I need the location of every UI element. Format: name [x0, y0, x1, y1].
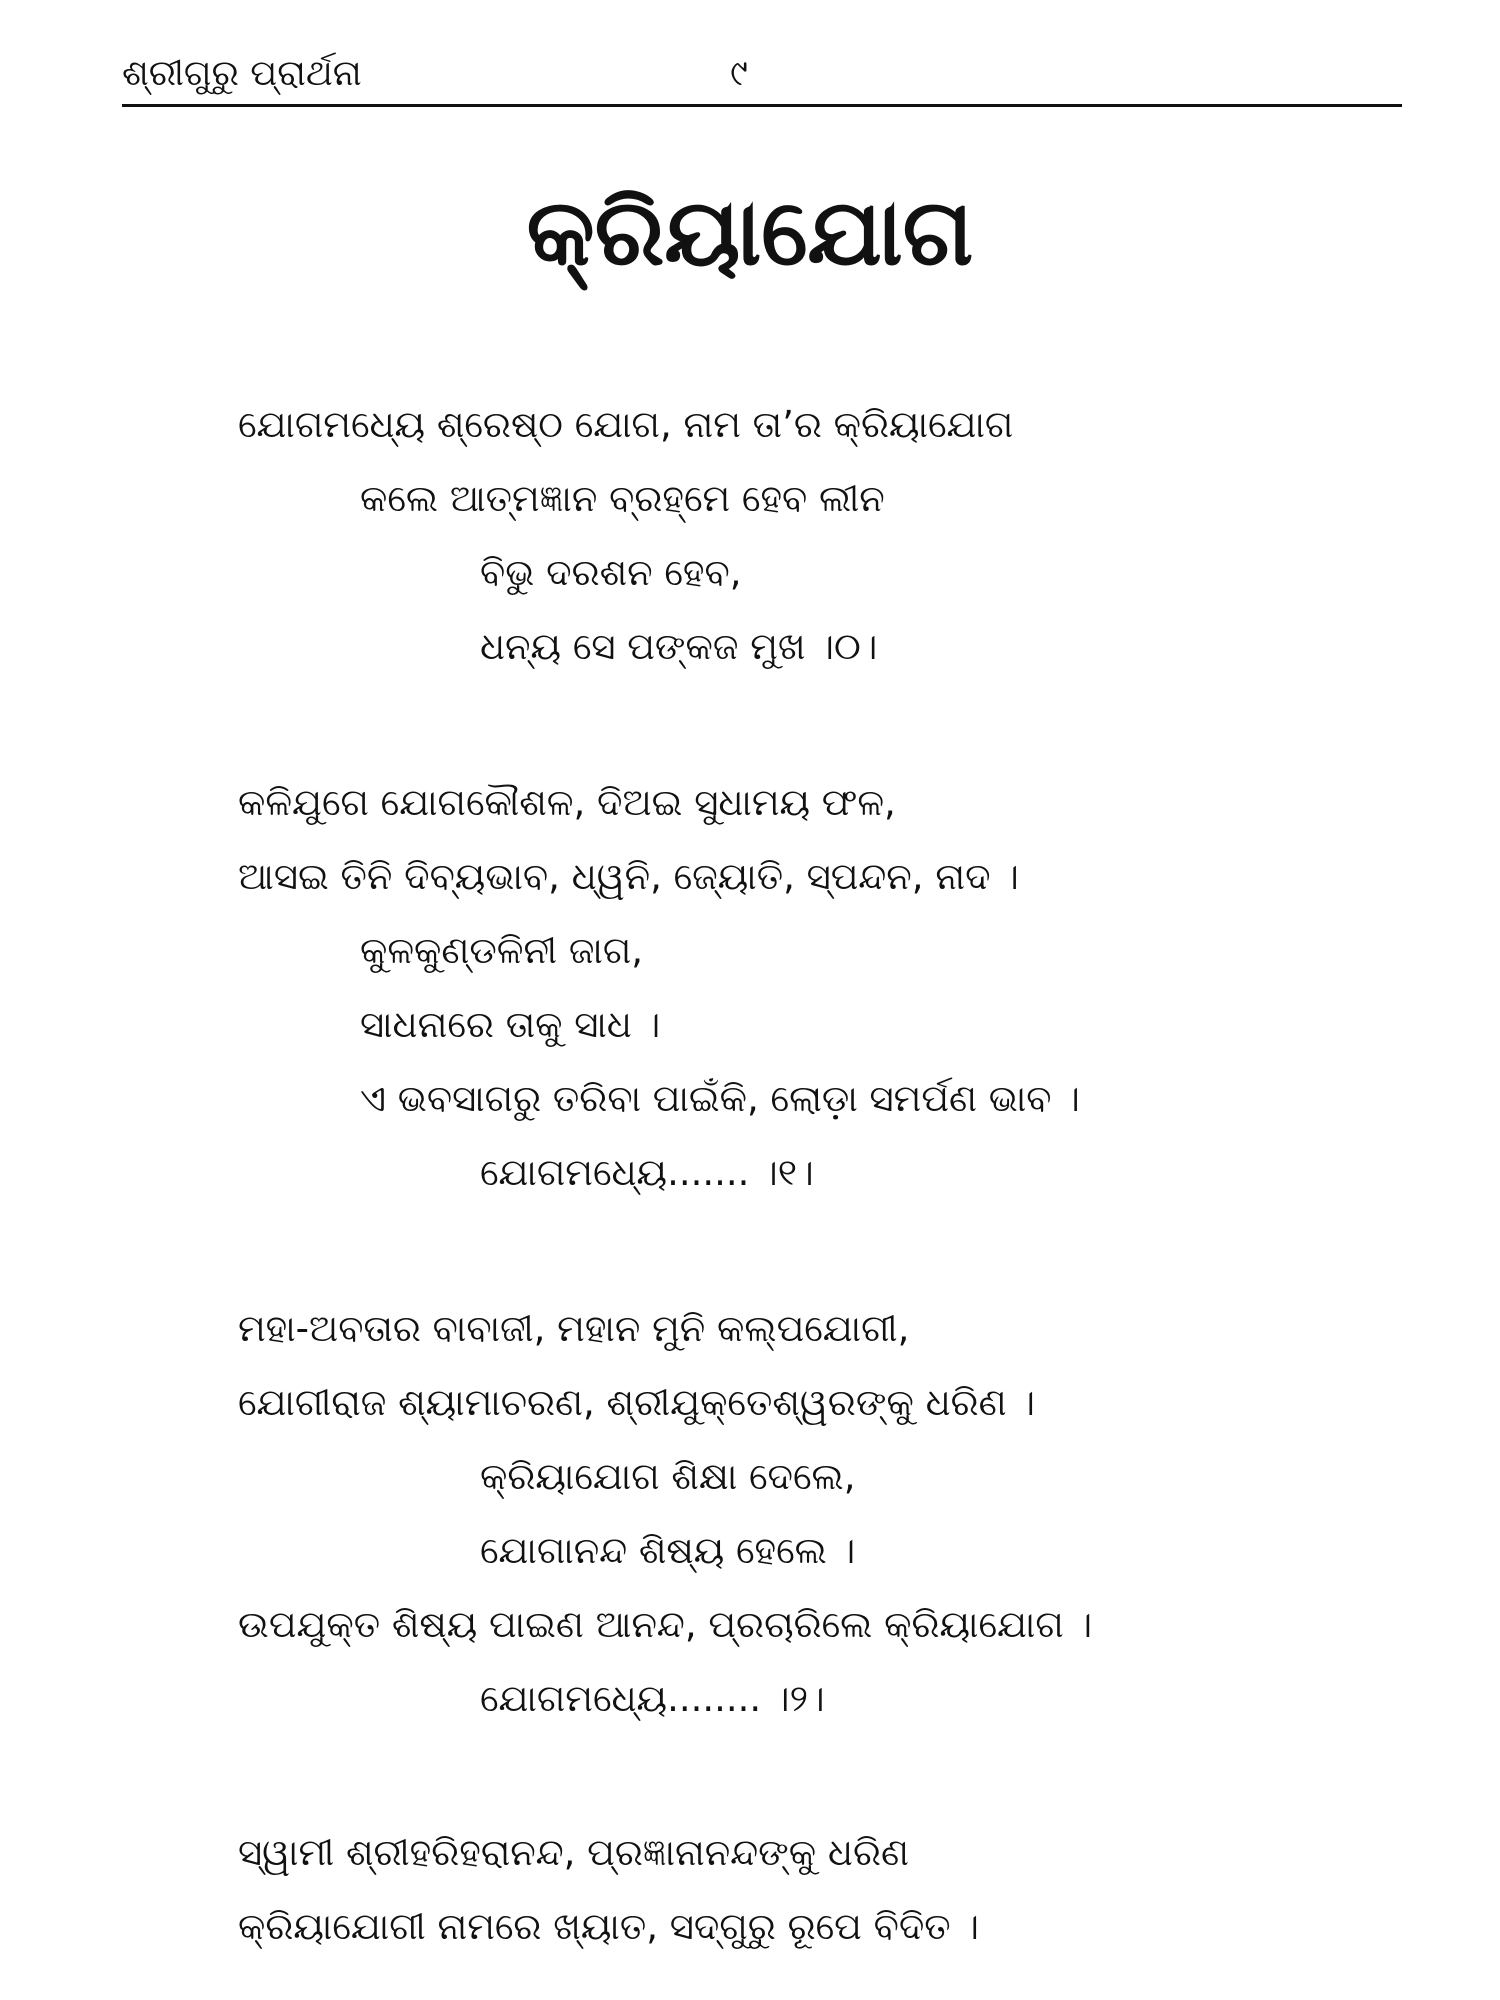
- refrain-line: ଯୋଗମଧ୍ୟେ....... ।୧।: [480, 1151, 814, 1194]
- verse-line: କଲେ ଆତ୍ମଜ୍ଞାନ ବ୍ରହ୍ମେ ହେବ ଲୀନ: [360, 477, 885, 520]
- verse-line: କଳିଯୁଗେ ଯୋଗକୌଶଳ, ଦିଅଇ ସୁଧାମୟ ଫଳ,: [238, 781, 896, 824]
- verse-line: ଯୋଗମଧ୍ୟେ ଶ୍ରେଷ୍ଠ ଯୋଗ, ନାମ ତା’ର କ୍ରିୟାଯୋଗ: [238, 403, 1014, 446]
- verse-line: ସାଧନାରେ ତାକୁ ସାଧ ।: [360, 1003, 661, 1046]
- verse-line: ଧନ୍ୟ ସେ ପଙ୍କଜ ମୁଖ ।୦।: [480, 625, 878, 668]
- refrain-line: ଯୋଗମଧ୍ୟେ........ ।୨।: [480, 1677, 825, 1720]
- verse-line: ମହା-ଅବତାର ବାବାଜୀ, ମହାନ ମୁନି କଲ୍ପଯୋଗୀ,: [238, 1307, 910, 1350]
- poem-title: କ୍ରିୟାଯୋଗ: [526, 179, 974, 286]
- running-head-title: ଶ୍ରୀଗୁରୁ ପ୍ରାର୍ଥନା: [122, 53, 362, 94]
- verse-line: ଆସଇ ତିନି ଦିବ୍ୟଭାବ, ଧ୍ୱନି, ଜ୍ୟୋତି, ସ୍ପନ୍ଦନ, ନାଦ ।: [238, 855, 1019, 898]
- verse-line: ସ୍ୱାମୀ ଶ୍ରୀହରିହରାନନ୍ଦ, ପ୍ରଜ୍ଞାନାନନ୍ଦଙ୍କୁ ଧରିଣ: [238, 1831, 909, 1874]
- verse-line: ଏ ଭବସାଗରୁ ତରିବା ପାଇଁକି, ଲୋଡ଼ା ସମର୍ପଣ ଭାବ ।: [360, 1077, 1080, 1120]
- verse-line: କ୍ରିୟାଯୋଗୀ ନାମରେ ଖ୍ୟାତ, ସଦ୍‌ଗୁରୁ ରୂପେ ବିଦିତ ।: [238, 1905, 980, 1948]
- verse-line: କୁଳକୁଣ୍ଡଳିନୀ ଜାଗ,: [360, 929, 644, 972]
- page-number: ୯: [730, 53, 748, 94]
- verse-line: ଉପଯୁକ୍ତ ଶିଷ୍ୟ ପାଇଣ ଆନନ୍ଦ, ପ୍ରଚାରିଲେ କ୍ରିୟାଯୋଗ ।: [238, 1603, 1093, 1646]
- verse-line: ଯୋଗାନନ୍ଦ ଶିଷ୍ୟ ହେଲେ ।: [480, 1529, 856, 1572]
- verse-line: ବିଭୁ ଦରଶନ ହେବ,: [480, 551, 742, 594]
- verse-line: କ୍ରିୟାଯୋଗ ଶିକ୍ଷା ଦେଲେ,: [480, 1455, 856, 1498]
- verse-line: ଯୋଗୀରାଜ ଶ୍ୟାମାଚରଣ, ଶ୍ରୀଯୁକ୍ତେଶ୍ୱରଙ୍କୁ ଧରିଣ ।: [238, 1381, 1036, 1424]
- header-rule: [122, 104, 1402, 107]
